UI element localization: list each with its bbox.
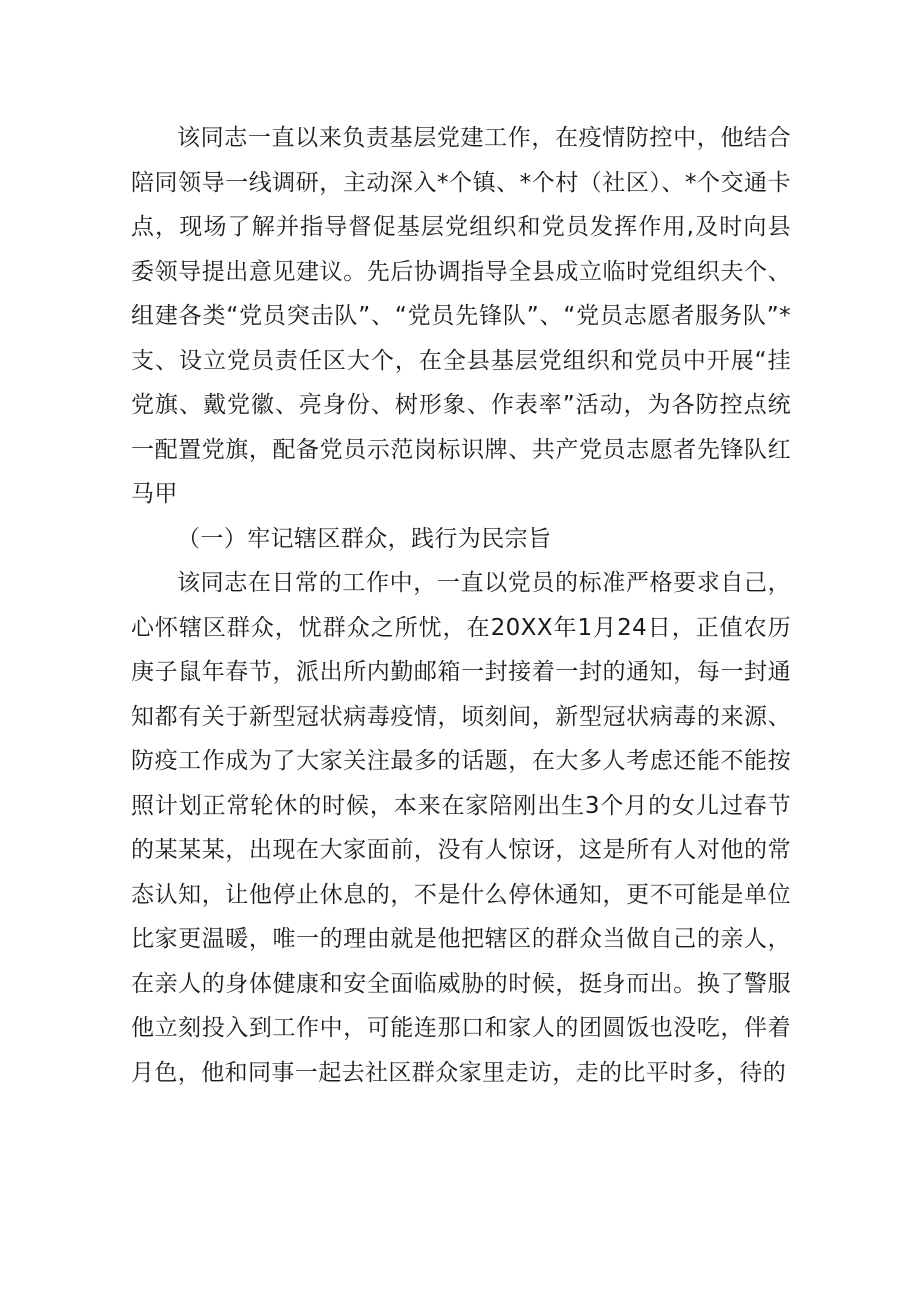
paragraph-serving-residents: 该同志在日常的工作中，一直以党员的标准严格要求自己，心怀辖区群众，忧群众之所忧，在20XX年1月24日，正值农历庚子鼠年春节，派出所内勤邮箱一封接着一封的通知，每一封通知都有关于新型冠状病毒疫情，顷刻间，新型冠状病毒的来源、防疫工作成为了大家关注最多的话题，在大多人考虑还能不能按照计划正常轮休的时候，本来在家陪刚出生3个月的女儿过春节的某某某，出现在大家面前，没有人惊讶，这是所有人对他的常态认知，让他停止休息的，不是什么停休通知，更不可能是单位比家更温暖，唯一的理由就是他把辖区的群众当做自己的亲人，在亲人的身体健康和安全面临威胁的时候，挺身而出。换了警服他立刻投入到工作中，可能连那口和家人的团圆饭也没吃，伴着月色，他和同事一起去社区群众家里走访，走的比平时多，待的: [131, 570, 791, 1086]
document-body: [131, 116, 791, 1095]
section-heading: （一）牢记辖区群众，践行为民宗旨: [177, 525, 552, 552]
paragraph-party-building: 该同志一直以来负责基层党建工作，在疫情防控中，他结合陪同领导一线调研，主动深入*个镇、*个村（社区）、*个交通卡点，现场了解并指导督促基层党组织和党员发挥作用,及时向县委领导提出意见建议。先后协调指导全县成立临时党组织夫个、组建各类“党员突击队”、“党员先锋队”、“党员志愿者服务队”*支、设立党员责任区大个，在全县基层党组织和党员中开展“挂党旗、戴党徽、亮身份、树形象、作表率”活动，为各防控点统一配置党旗，配备党员示范岗标识牌、共产党员志愿者先锋队红马甲: [131, 125, 791, 507]
